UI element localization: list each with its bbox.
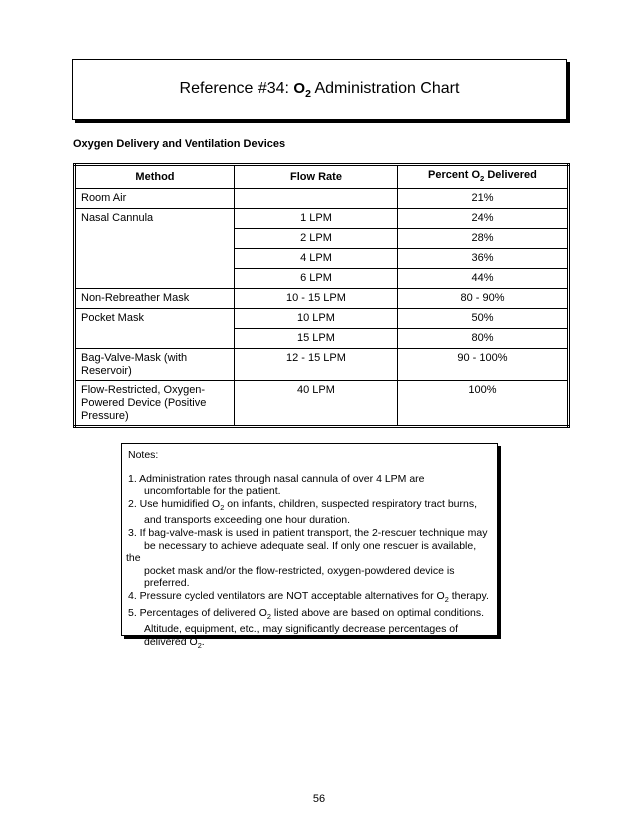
percent-cell: 90 - 100% [397,349,568,381]
flow-cell: 15 LPM [234,329,397,349]
percent-cell: 100% [397,381,568,427]
title-suffix: Administration Chart [314,79,460,97]
flow-cell: 10 - 15 LPM [234,289,397,309]
notes-heading: Notes: [128,449,159,461]
method-cell: Room Air [75,189,235,209]
note-5: 5. Percentages of delivered $O_2$ listed above are based on optimal conditions. Altitude, equipment, etc., may significantly decrease percentages of delivered $O_2$. [128,606,485,651]
note-1: 1. Administration rates through nasal cannula of over 4 LPM are uncomfortable for the patient. [128,472,425,498]
table-header-row [75,165,569,189]
method-cell: Nasal Cannula [75,209,235,289]
table-row [75,289,569,309]
method-cell: Non-Rebreather Mask [75,289,235,309]
table-row [75,309,569,329]
flow-cell: 12 - 15 LPM [234,349,397,381]
percent-cell: 44% [397,269,568,289]
table-row [75,349,569,381]
flow-cell: 2 LPM [234,229,397,249]
header-method: Method [75,165,235,189]
table-row [75,209,569,229]
header-percent: Percent $O_2$ Delivered [397,165,568,189]
table-row [75,189,569,209]
percent-cell: 80 - 90% [397,289,568,309]
o2-administration-table [73,163,570,428]
title-prefix: Reference #34: [179,79,289,97]
note-2: 2. Use humidified $O_2$ on infants, children, suspected respiratory tract burns, and transports exceeding one hour duration. [128,497,478,527]
page-title [180,80,460,100]
table-row [75,381,569,427]
method-cell: Pocket Mask [75,309,235,349]
percent-cell: 50% [397,309,568,329]
title-o2: $O_2$ [293,79,311,100]
method-cell: Flow-Restricted, Oxygen- Powered Device (Positive Pressure) [75,381,235,427]
title-box [72,59,567,120]
flow-cell: 4 LPM [234,249,397,269]
percent-cell: 36% [397,249,568,269]
flow-cell: 6 LPM [234,269,397,289]
flow-cell: 10 LPM [234,309,397,329]
notes-box [121,443,498,651]
method-cell: Bag-Valve-Mask (with Reservoir) [75,349,235,381]
percent-cell: 21% [397,189,568,209]
flow-cell: 1 LPM [234,209,397,229]
percent-cell: 28% [397,229,568,249]
page-number: 56 [312,793,326,805]
flow-cell [234,189,397,209]
percent-cell: 80% [397,329,568,349]
note-3: 3. If bag-valve-mask is used in patient transport, the 2-rescuer technique may be necessary to achieve adequate seal. If only one rescuer is available, the pocket mask and/or the flow-restricted, oxygen-powdered device is preferred. [126,527,488,590]
percent-cell: 24% [397,209,568,229]
section-heading: Oxygen Delivery and Ventilation Devices [73,138,286,150]
note-4: 4. Pressure cycled ventilators are NOT acceptable alternatives for $O_2$ therapy. [128,590,489,605]
flow-cell: 40 LPM [234,381,397,427]
header-flow-rate: Flow Rate [234,165,397,189]
